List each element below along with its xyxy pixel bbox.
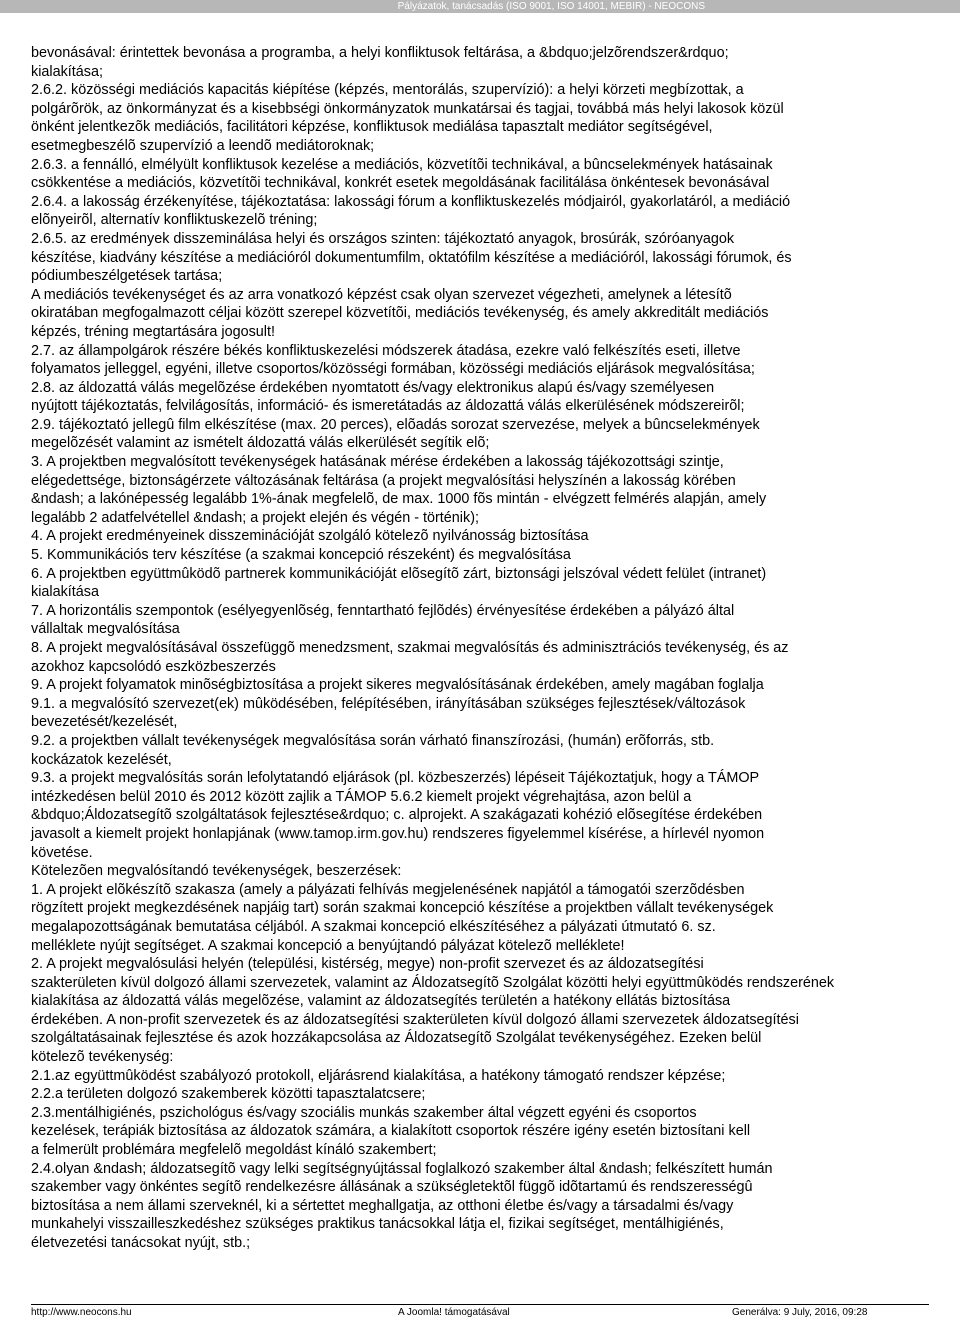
body-line: 2.6.3. a fennálló, elmélyült konfliktusok kezelése a mediációs, közvetítõi technikával, a bûncselekmények hatásainak <box>31 156 773 173</box>
body-line: megelõzését valamint az ismételt áldozattá válás elkerülését segítik elõ; <box>31 435 490 452</box>
header-bar <box>0 0 960 13</box>
body-line: 4. A projekt eredményeinek disszeminációját szolgáló kötelezõ nyilvánosság biztosítása <box>31 528 589 545</box>
footer-generated-date: Generálva: 9 July, 2016, 09:28 <box>732 1307 868 1318</box>
footer-powered-by: A Joomla! támogatásával <box>398 1307 510 1318</box>
body-line: elégedettsége, biztonságérzete változásának feltárása (a projekt megvalósítási helyszínén a lakosság körében <box>31 472 736 489</box>
body-line: intézkedésen belül 2010 és 2012 között zajlik a TÁMOP 5.6.2 kiemelt projekt végrehajtása, azon belül a <box>31 788 692 805</box>
body-line: 9.1. a megvalósító szervezet(ek) mûködésében, felépítésében, irányításában szükséges fejlesztések/változások <box>31 695 746 712</box>
body-line: polgárõrök, az önkormányzat és a kisebbségi önkormányzatok munkatársai és tagjai, továbbá más helyi lakosok közül <box>31 100 784 117</box>
body-line: 3. A projektben megvalósított tevékenységek hatásának mérése érdekében a lakosság tájékozottsági szintje, <box>31 454 724 471</box>
body-line: &ndash; a lakónépesség legalább 1%-ának megfelelõ, de max. 1000 fõs mintán - elvégzett felmérés alapján, amely <box>31 491 767 508</box>
document-body <box>31 44 960 1253</box>
body-line: 2.8. az áldozattá válás megelõzése érdekében nyomtatott és/vagy elektronikus alapú és/vagy személyesen <box>31 379 715 396</box>
body-line: 8. A projekt megvalósításával összefüggõ menedzsment, szakmai megvalósítás és adminisztrációs tevékenység, és az <box>31 640 789 656</box>
body-line: A mediációs tevékenységet és az arra vonatkozó képzést csak olyan szervezet végezheti, amelynek a létesítõ <box>31 286 732 303</box>
body-line: bevezetését/kezelését, <box>31 714 178 731</box>
body-line: 1. A projekt elõkészítõ szakasza (amely a pályázati felhívás megjelenésének napjától a támogatói szerzõdésben <box>31 881 745 898</box>
body-line: 2. A projekt megvalósulási helyén (települési, kistérség, megye) non-profit szervezet és az áldozatsegítési <box>31 956 704 973</box>
body-line: bevonásával: érintettek bevonása a programba, a helyi konfliktusok feltárása, a &bdquo;jelzõrendszer&rdquo; <box>31 45 729 61</box>
body-line: javasolt a kiemelt projekt honlapjának (www.tamop.irm.gov.hu) rendszeres figyelemmel kísérése, a hírlevél nyomon <box>31 825 765 842</box>
body-line: 2.4.olyan &ndash; áldozatsegítõ vagy lelki segítségnyújtással foglalkozó szakember által &ndash; felkészített humán <box>31 1160 773 1177</box>
body-line: önként jelentkezõk mediációs, facilitátori képzése, konfliktusok mediálása tapasztalt mediátor segítségével, <box>31 119 713 136</box>
body-line: 2.6.5. az eredmények disszeminálása helyi és országos szinten: tájékoztató anyagok, brosúrák, szóróanyagok <box>31 230 735 247</box>
body-line: 2.2.a területen dolgozó szakemberek közötti tapasztalatcsere; <box>31 1086 426 1103</box>
body-line: érdekében. A non-profit szervezetek és az áldozatsegítési szakterületen kívül dolgozó állami szervezetek áldozatsegítési <box>31 1011 799 1028</box>
body-line: 7. A horizontális szempontok (esélyegyenlõség, fenntartható fejlõdés) érvényesítése érdekében a pályázó által <box>31 602 735 619</box>
header-title: Pályázatok, tanácsadás (ISO 9001, ISO 14001, MEBIR) - NEOCONS <box>397 1 705 12</box>
body-line: Kötelezõen megvalósítandó tevékenységek, beszerzések: <box>31 863 402 880</box>
body-line: kötelezõ tevékenység: <box>31 1049 174 1066</box>
body-line: kialakítása; <box>31 63 103 80</box>
body-line: folyamatos jelleggel, egyéni, illetve csoportos/közösségi formában, közösségi mediációs eljárások megvalósítása; <box>31 361 755 378</box>
body-line: 9.3. a projekt megvalósítás során lefolytatandó eljárások (pl. közbeszerzés) lépéseit Tájékoztatjuk, hogy a TÁMOP <box>31 770 760 787</box>
body-line: képzés, tréning megtartására jogosult! <box>31 323 275 340</box>
body-line: szakterületen kívül dolgozó állami szervezetek, valamint az Áldozatsegítõ Szolgálat közötti helyi együttmûködés rendszerének <box>31 974 835 991</box>
body-line: 2.9. tájékoztató jellegû film elkészítése (max. 20 perces), elõadás sorozat szervezése, melyek a bûncselekmények <box>31 416 760 433</box>
body-line: 2.3.mentálhigiénés, pszichológus és/vagy szociális munkás szakember által végzett egyéni és csoportos <box>31 1104 697 1121</box>
body-line: vállaltak megvalósítása <box>31 621 180 638</box>
body-line: szakember vagy önkéntes segítõ rendelkezésre állásának a szükségletektõl függõ idõtartamú és rendszerességû <box>31 1179 753 1196</box>
body-line: csökkentése a mediációs, közvetítõi technikával, konkrét esetek megoldásának facilitálása önkéntesek bevonásával <box>31 175 770 192</box>
footer-url-link[interactable]: http://www.neocons.hu <box>31 1307 132 1318</box>
body-line: készítése, kiadvány készítése a mediációról dokumentumfilm, oktatófilm készítése a mediációról, lakossági fórumok, és <box>31 249 792 266</box>
body-line: kockázatok kezelését, <box>31 751 172 768</box>
body-line: 5. Kommunikációs terv készítése (a szakmai koncepció részeként) és megvalósítása <box>31 547 571 564</box>
body-line: rögzített projekt megkezdésének napjáig tart) során szakmai koncepció készítése a projektben vállalt tevékenységek <box>31 900 774 917</box>
body-line: esetmegbeszélõ szupervízió a leendõ mediátoroknak; <box>31 137 375 154</box>
body-line: a felmerült problémára megfelelõ megoldást kínáló szakembert; <box>31 1142 437 1159</box>
footer-divider <box>31 1304 929 1305</box>
body-line: megalapozottságának bemutatása céljából. A szakmai koncepció elkészítéséhez a pályázati útmutató 6. sz. <box>31 918 716 935</box>
body-line: pódiumbeszélgetések tartása; <box>31 268 223 285</box>
body-line: 9.2. a projektben vállalt tevékenységek megvalósítása során várható finanszírozási, (humán) erõforrás, stb. <box>31 732 715 749</box>
body-line: &bdquo;Áldozatsegítõ szolgáltatások fejlesztése&rdquo; c. alprojekt. A szakágazati kohézió elõsegítése érdekében <box>31 807 763 824</box>
body-line: 6. A projektben együttmûködõ partnerek kommunikációját elõsegítõ zárt, biztonsági jelszóval védett felület (intranet) <box>31 565 767 582</box>
body-line: legalább 2 adatfelvétellel &ndash; a projekt elején és végén - történik); <box>31 509 479 526</box>
body-line: életvezetési tanácsokat nyújt, stb.; <box>31 1235 251 1251</box>
body-line: 2.6.2. közösségi mediációs kapacitás kiépítése (képzés, mentorálás, szupervízió): a helyi körzeti megbízottak, a <box>31 82 744 99</box>
body-line: kialakítása az áldozattá válás megelõzése, valamint az áldozatsegítés területén a hatékony ellátás biztosítása <box>31 993 731 1010</box>
body-line: 2.6.4. a lakosság érzékenyítése, tájékoztatása: lakossági fórum a konfliktuskezelés módjairól, gyakorlatáról, a mediáció <box>31 193 791 210</box>
body-line: okiratában megfogalmazott céljai között szerepel közvetítõi, mediációs tevékenység, és amely akkreditált mediációs <box>31 305 769 322</box>
body-line: azokhoz kapcsolódó eszközbeszerzés <box>31 658 276 675</box>
body-line: munkahelyi visszailleszkedéshez szükséges praktikus tanácsokkal látja el, fizikai segítséget, mentálhigiénés, <box>31 1216 724 1233</box>
body-line: követése. <box>31 844 93 861</box>
body-line: kezelések, terápiák biztosítása az áldozatok számára, a kialakított csoportok részére igény esetén biztosítani kell <box>31 1123 751 1140</box>
body-line: elõnyeirõl, alternatív konfliktuskezelõ tréning; <box>31 212 318 229</box>
body-line: biztosítása a nem állami szerveknél, ki a sértettet meghallgatja, az otthoni életbe és/vagy a társadalmi és/vagy <box>31 1197 734 1214</box>
body-line: 2.1.az együttmûködést szabályozó protokoll, eljárásrend kialakítása, a hatékony támogató rendszer képzése; <box>31 1067 726 1084</box>
body-line: 9. A projekt folyamatok minõségbiztosítása a projekt sikeres megvalósításának érdekében, amely magában foglalja <box>31 677 764 694</box>
body-line: melléklete nyújt segítséget. A szakmai koncepció a benyújtandó pályázat kötelezõ melléklete! <box>31 937 625 954</box>
body-line: kialakítása <box>31 584 99 601</box>
body-line: szolgáltatásainak fejlesztése és azok hozzákapcsolása az Áldozatsegítõ Szolgálat tevékenységéhez. Ezeken belül <box>31 1030 762 1047</box>
body-line: nyújtott tájékoztatás, felvilágosítás, információ- és ismeretátadás az áldozattá válás elkerülésének módszereirõl; <box>31 398 745 415</box>
body-line: 2.7. az állampolgárok részére békés konfliktuskezelési módszerek átadása, ezekre való felkészítés eseti, illetve <box>31 342 741 359</box>
